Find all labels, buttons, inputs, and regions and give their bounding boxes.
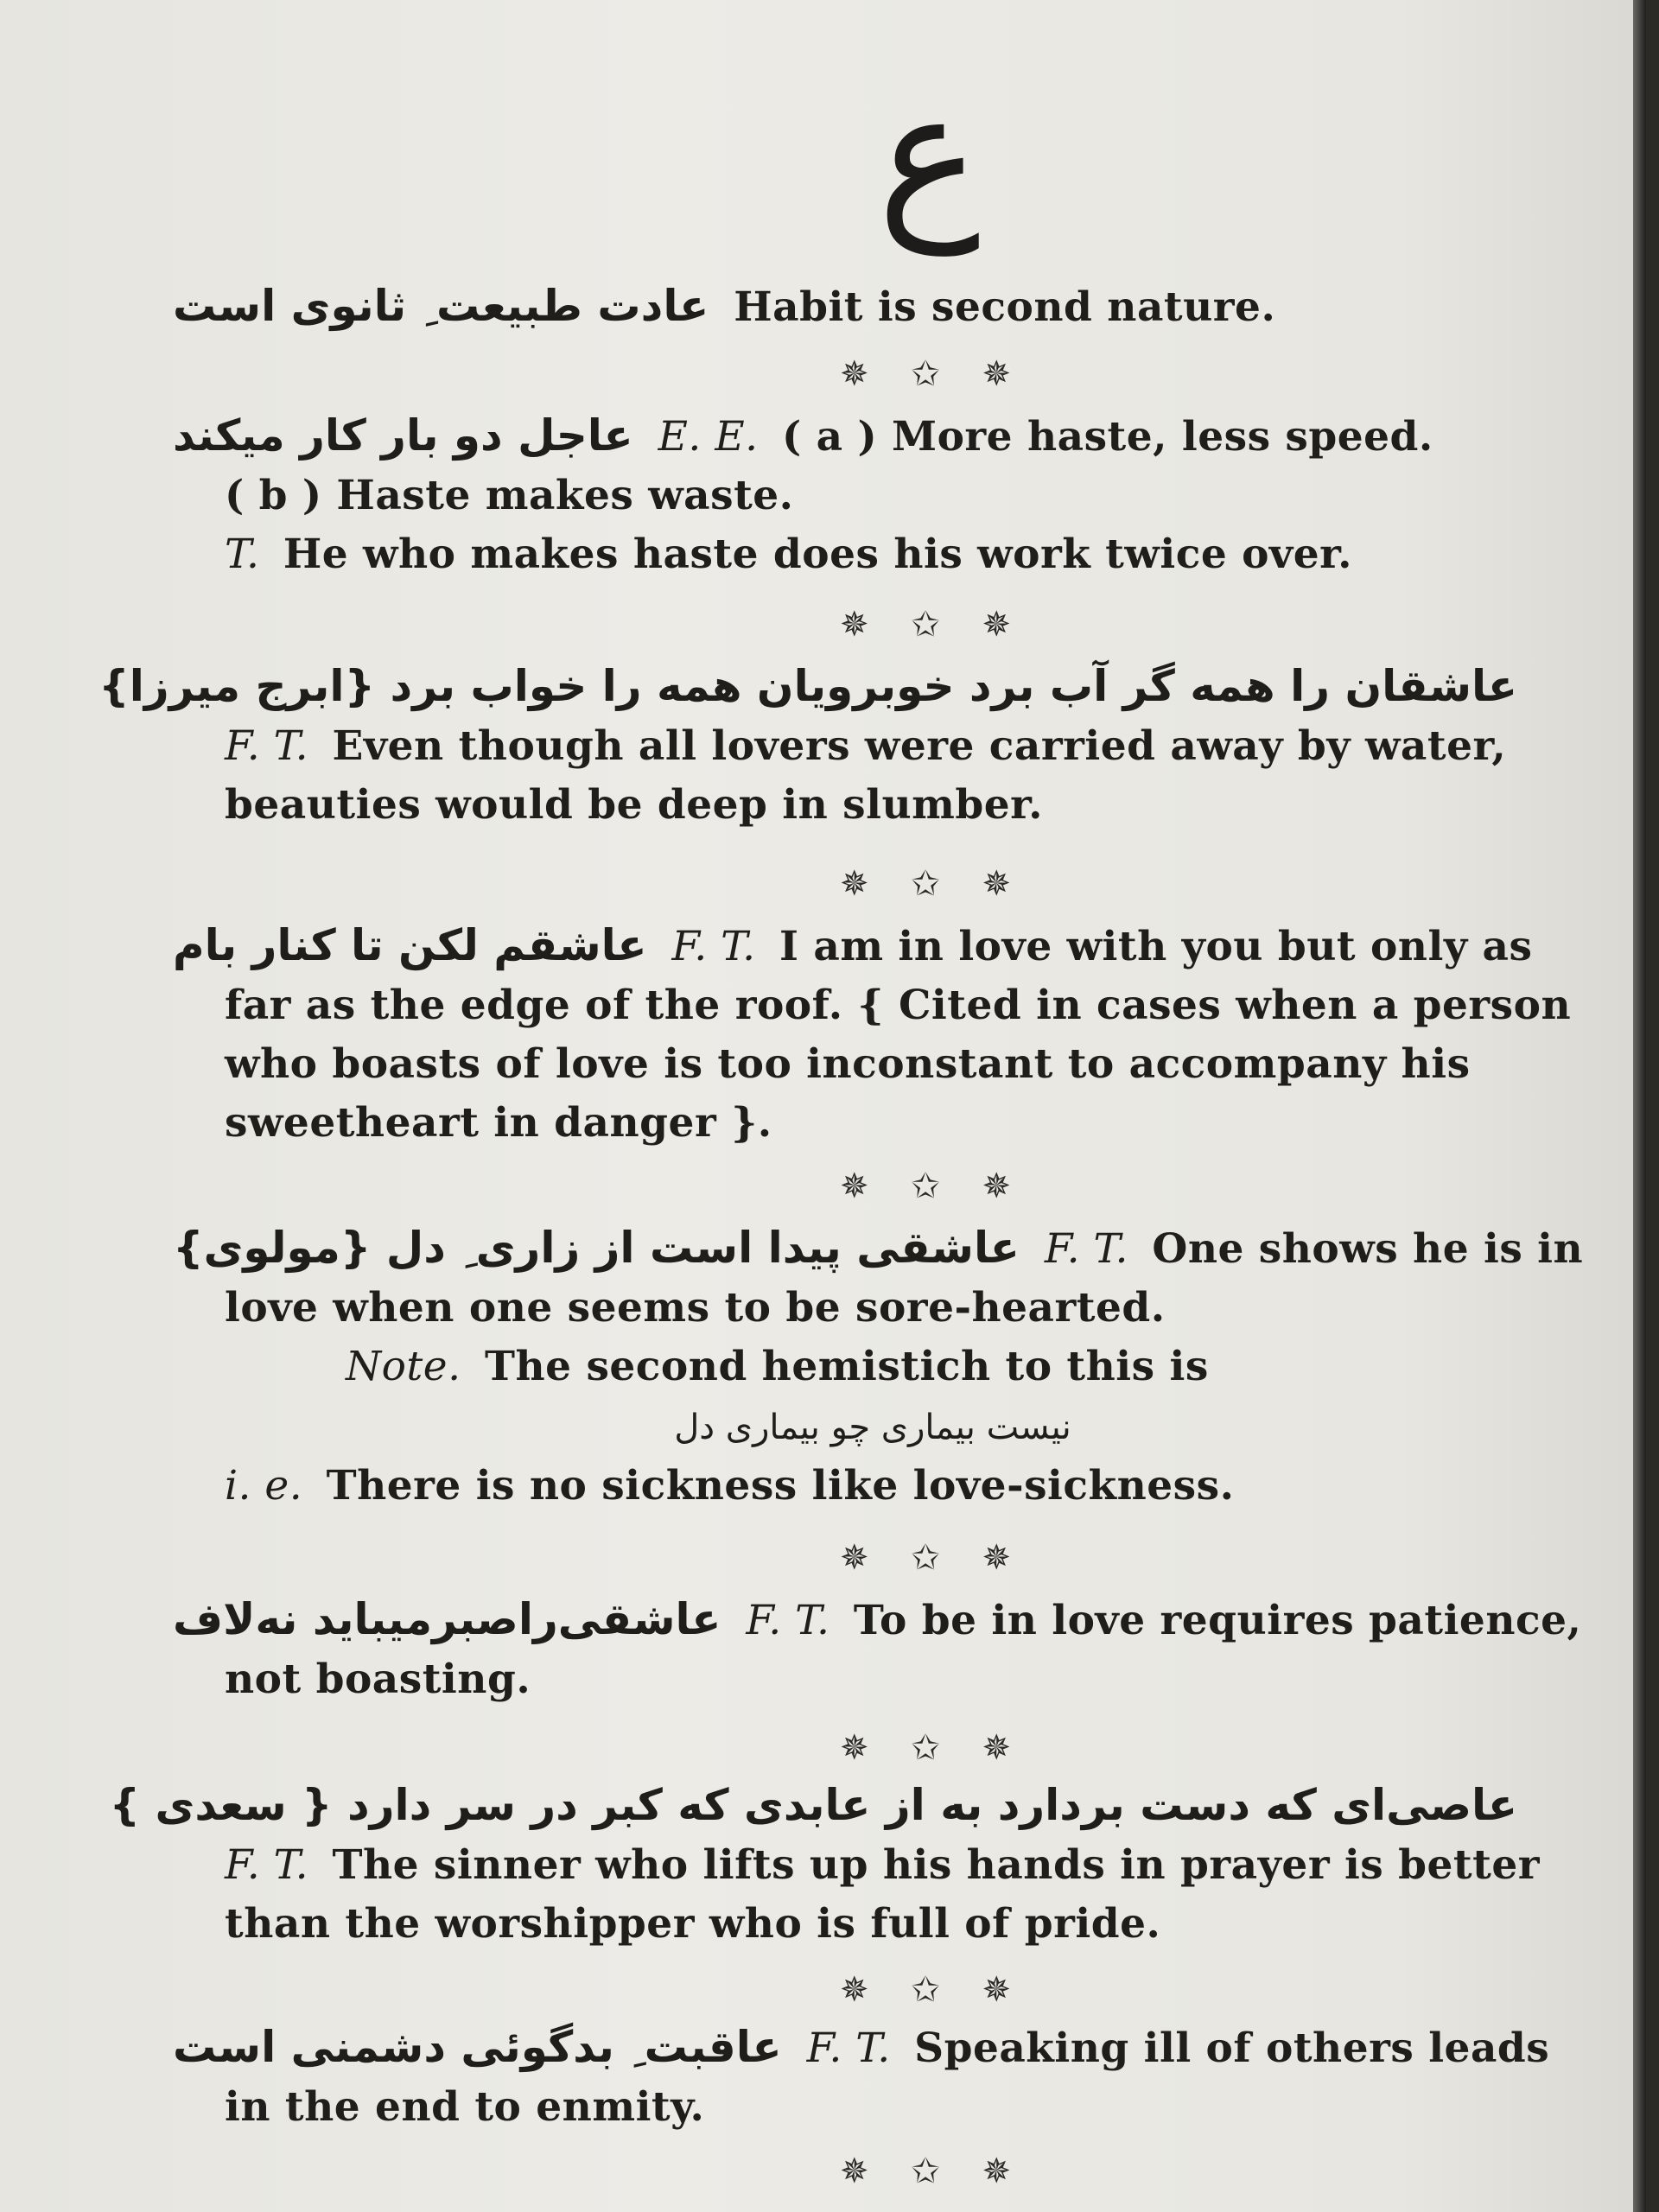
entry-line — [173, 1895, 1573, 1954]
abbreviation-label: T. — [225, 531, 260, 578]
entry-line — [173, 406, 1573, 467]
english-translation: One shows he is in — [1152, 1225, 1584, 1273]
english-translation: not boasting. — [225, 1656, 531, 1703]
entry-line — [173, 1035, 1573, 1094]
english-translation: To be in love requires patience, — [853, 1597, 1582, 1644]
persian-proverb: عاشقم لکن تا کنار بام — [173, 920, 647, 970]
separator-ornament: ✵ ✩ ✵ — [840, 1166, 1027, 1206]
english-translation: The sinner who lifts up his hands in prayer is better — [332, 1841, 1540, 1889]
entry-line — [173, 2018, 1573, 2078]
english-translation: Even though all lovers were carried away by water, — [332, 722, 1507, 770]
entry-line — [173, 1396, 1573, 1457]
separator-ornament: ✵ ✩ ✵ — [840, 1728, 1027, 1768]
entry-line — [173, 1338, 1573, 1396]
abbreviation-label: E. E. — [658, 413, 759, 461]
persian-proverb: عادت طبیعت ِ ثانوی است — [173, 281, 709, 331]
page-edge-shadow — [1633, 0, 1646, 2212]
separator-ornament: ✵ ✩ ✵ — [840, 605, 1027, 645]
abbreviation-label: F. T. — [225, 722, 309, 770]
persian-verse: عاصی‌ای که دست بردارد به از عابدی که کبر در سر دارد { سعدی } — [109, 1780, 1517, 1830]
abbreviation-label: F. T. — [806, 2024, 891, 2072]
english-translation: far as the edge of the roof. { Cited in cases when a person — [225, 982, 1572, 1029]
entry-line — [173, 916, 1573, 976]
entry-line — [173, 717, 1573, 776]
separator-ornament: ✵ ✩ ✵ — [840, 354, 1027, 394]
ie-label: i. e. — [225, 1462, 303, 1510]
english-translation: Speaking ill of others leads — [914, 2024, 1550, 2072]
section-letter-heading: ع — [877, 54, 981, 256]
english-translation: I am in love with you but only as — [779, 923, 1533, 970]
proverb-entry-5 — [173, 1218, 1584, 1516]
note-text: The second hemistich to this is — [485, 1343, 1209, 1390]
separator-ornament: ✵ ✩ ✵ — [840, 2152, 1027, 2191]
persian-proverb: عاشقی‌راصبرمیباید نه‌لاف — [173, 1594, 721, 1644]
entry-line — [173, 1650, 1573, 1709]
english-translation: love when one seems to be sore-hearted. — [225, 1284, 1166, 1332]
abbreviation-label: F. T. — [1044, 1225, 1128, 1273]
proverb-entry-2 — [173, 406, 1573, 584]
entry-line — [173, 276, 1573, 337]
entry-line — [173, 1279, 1573, 1338]
separator-ornament: ✵ ✩ ✵ — [840, 864, 1027, 904]
english-translation: ( a ) More haste, less speed. — [782, 413, 1433, 461]
english-translation: He who makes haste does his work twice over. — [283, 531, 1352, 578]
entry-line — [173, 467, 1573, 525]
persian-proverb: عاقبت ِ بدگوئی دشمنی است — [173, 2022, 782, 2072]
english-translation: Habit is second nature. — [734, 283, 1276, 331]
english-translation: There is no sickness like love-sickness. — [326, 1462, 1235, 1510]
proverb-entry-3 — [99, 657, 1573, 835]
separator-ornament: ✵ ✩ ✵ — [840, 1970, 1027, 2010]
proverb-entry-7 — [109, 1776, 1573, 1954]
persian-verse: عاشقان را همه گر آب برد خوبرویان همه را خواب برد {ابرج میرزا} — [99, 661, 1517, 711]
entry-line — [173, 1218, 1584, 1279]
english-translation: than the worshipper who is full of pride. — [225, 1900, 1161, 1948]
english-translation: ( b ) Haste makes waste. — [225, 472, 794, 519]
entry-line — [173, 2078, 1573, 2137]
english-translation: beauties would be deep in slumber. — [225, 781, 1043, 829]
english-translation: sweetheart in danger }. — [225, 1099, 772, 1147]
proverb-entry-6 — [173, 1590, 1582, 1709]
persian-hemistich: نیست بیماری چو بیماری دل — [674, 1408, 1071, 1447]
entry-line — [173, 1836, 1573, 1895]
persian-proverb: عاشقی پیدا است از زاری ِ دل {مولوی} — [173, 1223, 1020, 1273]
entry-line — [173, 1590, 1582, 1650]
entry-line — [173, 776, 1573, 835]
entry-line — [173, 976, 1573, 1035]
persian-proverb: عاجل دو بار کار میکند — [173, 410, 633, 461]
note-label: Note. — [346, 1343, 461, 1390]
proverb-entry-8 — [173, 2018, 1573, 2137]
separator-ornament: ✵ ✩ ✵ — [840, 1538, 1027, 1578]
entry-line — [173, 1457, 1573, 1516]
english-translation: who boasts of love is too inconstant to accompany his — [225, 1040, 1471, 1088]
abbreviation-label: F. T. — [671, 923, 756, 970]
entry-line — [99, 657, 1573, 717]
proverb-entry-1 — [173, 276, 1573, 337]
entry-line — [173, 525, 1573, 584]
abbreviation-label: F. T. — [225, 1841, 309, 1889]
english-translation: in the end to enmity. — [225, 2083, 705, 2131]
entry-line — [109, 1776, 1573, 1836]
proverb-entry-4 — [173, 916, 1573, 1153]
abbreviation-label: F. T. — [746, 1597, 830, 1644]
entry-line — [173, 1094, 1573, 1153]
